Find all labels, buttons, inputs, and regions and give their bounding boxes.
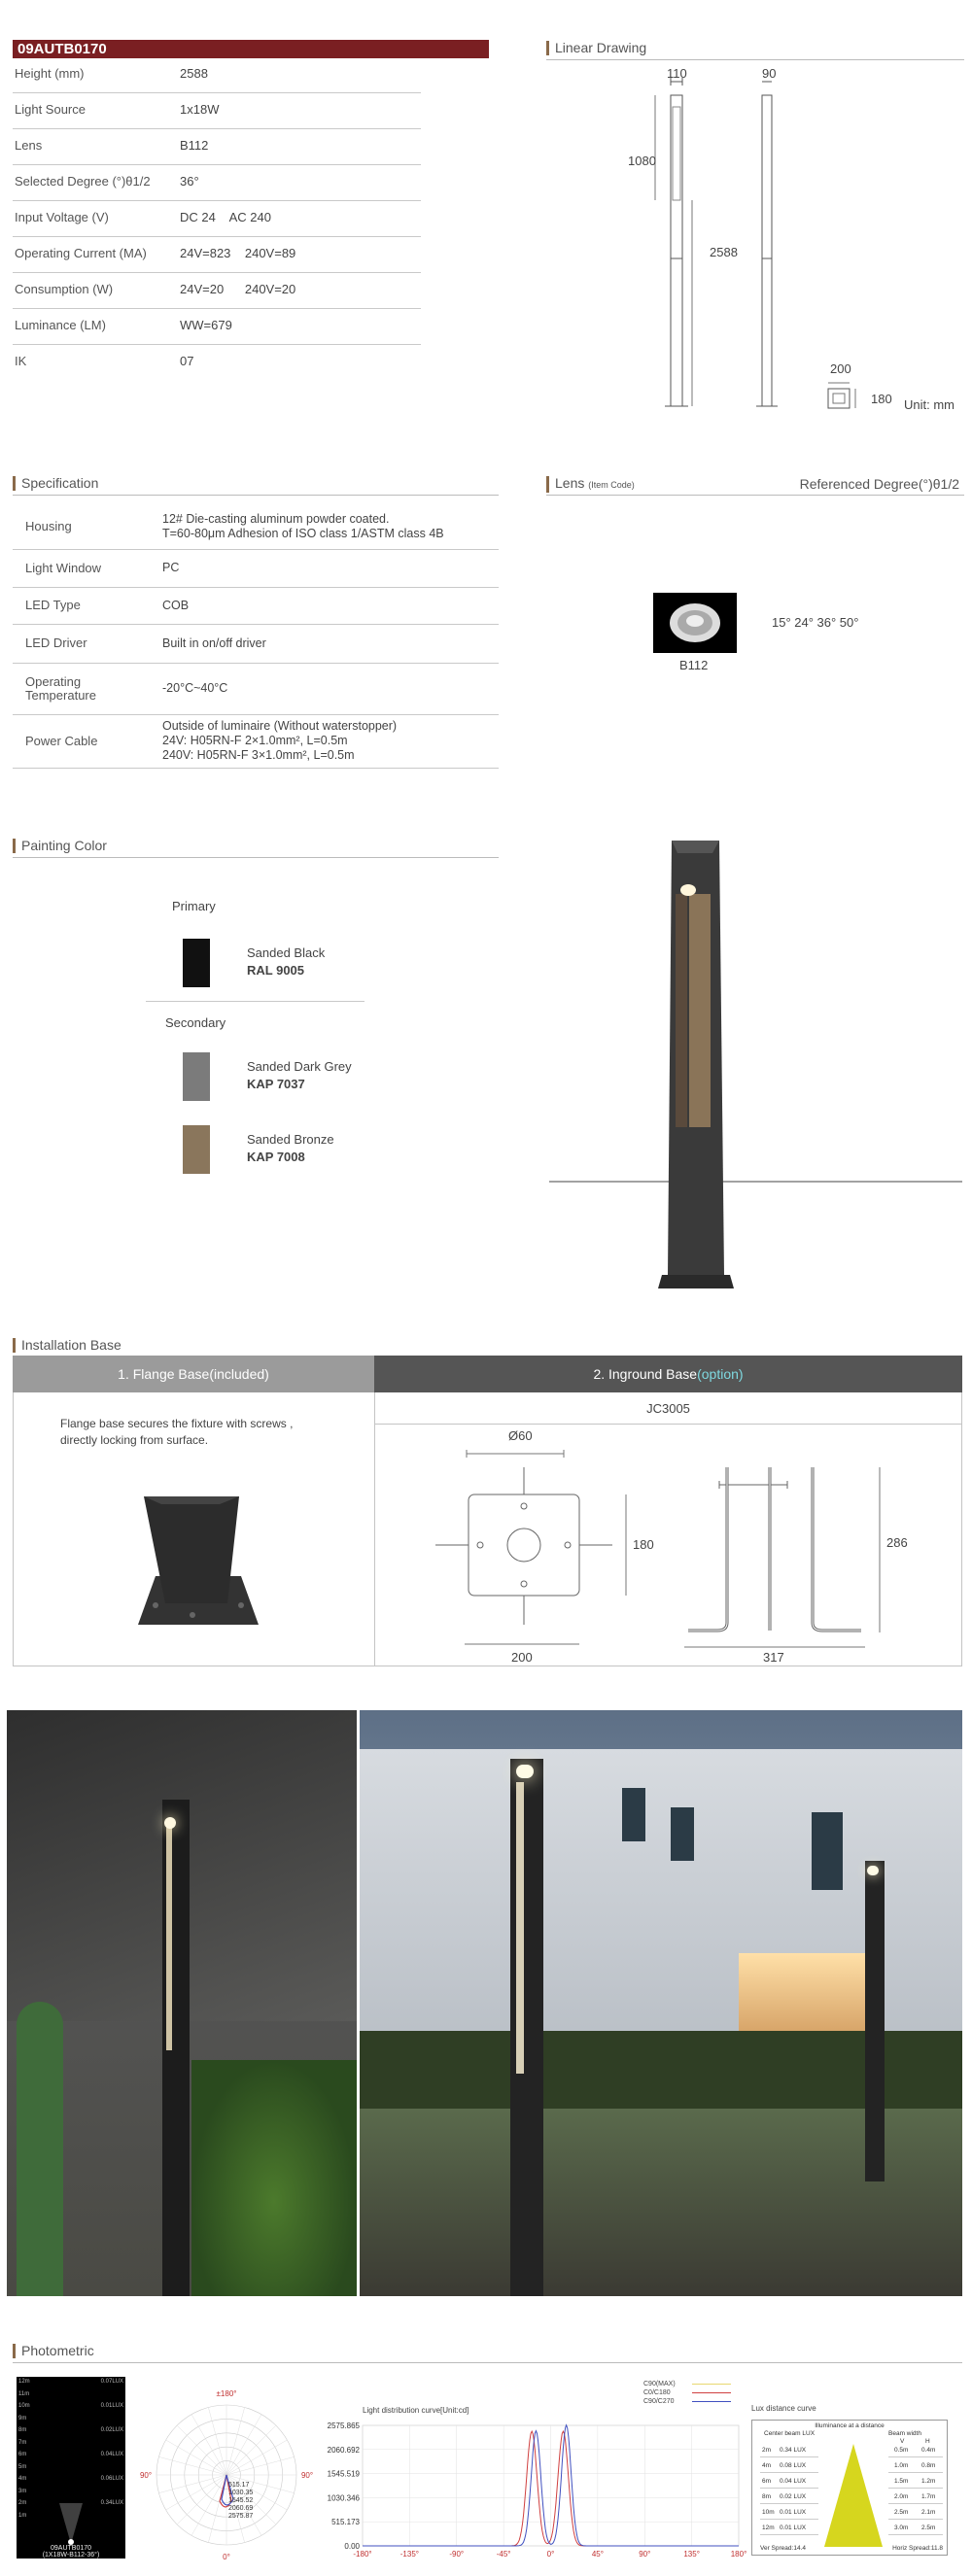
inground-plate-drawing xyxy=(428,1438,642,1652)
model-title: 09AUTB0170 xyxy=(17,41,107,57)
scene-pole-far xyxy=(865,1861,885,2181)
row-divider xyxy=(13,587,499,588)
scene-photo-garden xyxy=(7,1710,357,2296)
legend-item xyxy=(643,2381,731,2387)
row-divider xyxy=(13,164,421,165)
beam-distance-tick: 9m xyxy=(18,2415,27,2421)
row-divider xyxy=(13,272,421,273)
lux-row-divider xyxy=(888,2472,943,2473)
beam-distance-tick: 12m xyxy=(18,2379,30,2385)
spec-value: 1x18W xyxy=(180,102,220,117)
specification-value: 12# Die-casting aluminum powder coated. T=60-80μm Adhesion of ISO class 1/ASTM class 4B xyxy=(162,511,444,540)
inground-anchor-drawing xyxy=(671,1458,914,1652)
color-swatch-bronze xyxy=(183,1125,210,1174)
y-tick-label: 0.00 xyxy=(344,2542,360,2551)
specification-label: LED Driver xyxy=(25,635,87,650)
lux-row-divider xyxy=(760,2534,818,2535)
polar-value-label: 2060.69 xyxy=(228,2505,254,2512)
photometric-title: Photometric xyxy=(13,2344,94,2358)
beam-image-label: 09AUTB0170 (1X18W-B112-36°) xyxy=(42,2545,100,2559)
dim-plate-width: 200 xyxy=(511,1650,533,1665)
dim-head-height: 1080 xyxy=(628,154,656,168)
specification-label: Power Cable xyxy=(25,733,98,748)
spec-value: DC 24 AC 240 xyxy=(180,210,271,224)
beam-distance-tick: 2m xyxy=(18,2500,27,2506)
lux-row-v: 1.0m xyxy=(894,2462,909,2469)
dim-total-height: 2588 xyxy=(710,245,738,259)
curve-title: Light distribution curve[Unit:cd] xyxy=(363,2406,469,2415)
legend-swatch xyxy=(692,2384,731,2385)
beam-lux-tick: 0.07LUX xyxy=(100,2379,123,2385)
inground-code-line xyxy=(374,1424,962,1425)
specification-label: LED Type xyxy=(25,598,81,612)
beam-distance-tick: 11m xyxy=(18,2390,30,2397)
lux-curve-title: Lux distance curve xyxy=(751,2404,816,2413)
installation-divider xyxy=(374,1392,375,1666)
specification-value: PC xyxy=(162,561,180,574)
lens-image xyxy=(653,593,737,653)
divider xyxy=(146,1001,364,1002)
scene-window xyxy=(671,1807,694,1861)
spec-label: Light Source xyxy=(15,102,86,117)
lux-row-divider xyxy=(760,2456,818,2457)
polar-label-left: 90° xyxy=(139,2471,153,2480)
polar-chart xyxy=(139,2389,314,2561)
scene-pole-light xyxy=(166,1827,172,2050)
lux-row-v: 3.0m xyxy=(894,2524,909,2531)
spec-label: Operating Current (MA) xyxy=(15,246,147,260)
tab-inground-option: (option) xyxy=(697,1366,744,1382)
legend-label: C90(MAX) xyxy=(643,2381,676,2387)
x-tick-label: 0° xyxy=(546,2550,555,2559)
beam-distance-tick: 10m xyxy=(18,2403,30,2409)
lens-title xyxy=(546,476,635,493)
beam-lux-tick: 0.01LUX xyxy=(100,2403,123,2409)
spec-value: 24V=20 240V=20 xyxy=(180,282,296,296)
specification-value: -20°C~40°C xyxy=(162,681,228,695)
model-header xyxy=(13,40,489,58)
lux-row-h: 2.1m xyxy=(921,2509,936,2516)
lux-row-distance: 4m xyxy=(762,2462,772,2469)
x-tick-label: -180° xyxy=(353,2550,372,2559)
specification-value: Built in on/off driver xyxy=(162,635,266,650)
lux-table-heading: Illuminance at a distance xyxy=(815,2422,885,2429)
lens-degrees: 15° 24° 36° 50° xyxy=(772,615,859,630)
spec-value: 36° xyxy=(180,174,199,189)
legend-item xyxy=(643,2389,731,2396)
lux-row-distance: 8m xyxy=(762,2493,772,2500)
row-divider xyxy=(13,200,421,201)
row-divider xyxy=(13,768,499,769)
lens-name: B112 xyxy=(679,658,709,672)
lux-row-divider xyxy=(888,2519,943,2520)
lux-row-distance: 12m xyxy=(762,2524,775,2531)
beam-lux-tick: 0.04LUX xyxy=(100,2452,123,2457)
lux-row-h: 1.7m xyxy=(921,2493,936,2500)
tab-inground-label: 2. Inground Base xyxy=(593,1366,698,1382)
color-swatch-dark-grey xyxy=(183,1052,210,1101)
polar-label-top: ±180° xyxy=(216,2389,237,2398)
legend-swatch xyxy=(692,2401,731,2402)
spec-label: Lens xyxy=(15,138,43,153)
dim-front-width: 110 xyxy=(667,66,687,81)
color-name-dark-grey: Sanded Dark Grey xyxy=(247,1059,352,1074)
x-tick-label: 135° xyxy=(683,2550,700,2559)
scene-pole-far-lamp xyxy=(867,1866,879,1875)
lux-row-divider xyxy=(760,2488,818,2489)
beam-distance-tick: 7m xyxy=(18,2439,27,2446)
divider xyxy=(13,495,499,496)
lux-hor-spread: Horiz Spread:11.8 xyxy=(892,2545,943,2552)
scene-photo-building xyxy=(360,1710,962,2296)
legend-item xyxy=(643,2398,731,2405)
divider xyxy=(546,495,964,496)
lux-row-divider xyxy=(888,2534,943,2535)
lux-row-value: 0.01 LUX xyxy=(780,2509,807,2516)
spec-label: Luminance (LM) xyxy=(15,318,106,332)
specification-value: COB xyxy=(162,598,190,612)
x-tick-label: 45° xyxy=(591,2550,604,2559)
spec-label: IK xyxy=(15,354,27,368)
x-tick-label: -45° xyxy=(496,2550,511,2559)
x-tick-label: -135° xyxy=(399,2550,419,2559)
lux-row-v: 0.5m xyxy=(894,2447,909,2454)
color-code-dark-grey: KAP 7037 xyxy=(247,1077,305,1091)
lux-ver-spread: Ver Spread:14.4 xyxy=(760,2545,806,2552)
lux-row-value: 0.04 LUX xyxy=(780,2478,807,2485)
specification-title: Specification xyxy=(13,476,98,491)
color-code-bronze: KAP 7008 xyxy=(247,1150,305,1164)
legend-label: C90/C270 xyxy=(643,2398,675,2405)
specification-label: Housing xyxy=(25,518,72,533)
row-divider xyxy=(13,92,421,93)
beam-lux-tick: 0.06LUX xyxy=(100,2476,123,2482)
lux-row-h: 1.2m xyxy=(921,2478,936,2485)
lux-table-col-h: H xyxy=(925,2438,930,2445)
legend-label: C0/C180 xyxy=(643,2389,671,2396)
product-render xyxy=(549,836,967,1292)
lux-row-v: 2.5m xyxy=(894,2509,909,2516)
divider xyxy=(13,2362,962,2363)
scene-pole-main-light xyxy=(516,1782,524,2074)
row-divider xyxy=(13,236,421,237)
beam-distance-tick: 3m xyxy=(18,2488,27,2494)
spec-label: Consumption (W) xyxy=(15,282,114,296)
dim-plate-height: 180 xyxy=(633,1537,654,1552)
unit-label: Unit: mm xyxy=(904,397,955,412)
secondary-label: Secondary xyxy=(165,1015,226,1030)
specification-value: Outside of luminaire (Without waterstopper) 24V: H05RN-F 2×1.0mm², L=0.5m 240V: H05RN-F 3×1.0mm², L=0.5m xyxy=(162,719,398,762)
lux-row-h: 0.8m xyxy=(921,2462,936,2469)
y-tick-label: 1545.519 xyxy=(327,2469,360,2479)
lux-row-distance: 10m xyxy=(762,2509,775,2516)
row-divider xyxy=(13,308,421,309)
beam-lux-tick: 0.34LUX xyxy=(100,2500,123,2506)
lux-row-v: 2.0m xyxy=(894,2493,909,2500)
polar-value-label: 515.17 xyxy=(228,2482,250,2489)
x-tick-label: 180° xyxy=(730,2550,747,2559)
specification-label: Light Window xyxy=(25,560,102,575)
painting-color-title: Painting Color xyxy=(13,839,107,853)
lens-title-text: Lens xyxy=(555,475,585,491)
lux-row-divider xyxy=(888,2503,943,2504)
spec-value: WW=679 xyxy=(180,318,232,332)
spec-label: Selected Degree (°)θ1/2 xyxy=(15,174,151,189)
beam-distance-tick: 8m xyxy=(18,2427,27,2433)
lux-table-col-lux: Center beam LUX xyxy=(764,2430,816,2437)
spec-label: Height (mm) xyxy=(15,66,85,81)
beam-distance-tick: 1m xyxy=(18,2512,27,2519)
spec-value: 2588 xyxy=(180,66,208,81)
flange-base-render xyxy=(126,1496,262,1632)
specification-label: Operating Temperature xyxy=(25,673,96,703)
lux-row-h: 0.4m xyxy=(921,2447,936,2454)
polar-label-bottom: 0° xyxy=(223,2553,230,2561)
polar-value-label: 1545.52 xyxy=(228,2497,254,2504)
installation-title: Installation Base xyxy=(13,1338,122,1353)
lens-degree-title: Referenced Degree(°)θ1/2 xyxy=(799,476,959,492)
polar-label-right: 90° xyxy=(300,2471,314,2480)
x-tick-label: -90° xyxy=(449,2550,465,2559)
lux-row-v: 1.5m xyxy=(894,2478,909,2485)
primary-label: Primary xyxy=(172,899,216,913)
color-name-black: Sanded Black xyxy=(247,945,326,960)
lux-row-divider xyxy=(760,2503,818,2504)
linear-drawing xyxy=(546,60,964,410)
scene-cactus xyxy=(17,2002,63,2296)
lux-row-divider xyxy=(888,2456,943,2457)
spec-label: Input Voltage (V) xyxy=(15,210,109,224)
lux-row-value: 0.02 LUX xyxy=(780,2493,807,2500)
linear-drawing-title: Linear Drawing xyxy=(546,41,646,55)
lens-icon xyxy=(653,593,737,653)
polar-value-label: 1030.35 xyxy=(228,2490,254,2496)
lux-row-value: 0.01 LUX xyxy=(780,2524,807,2531)
dim-base-depth: 180 xyxy=(871,392,892,406)
y-tick-label: 2060.692 xyxy=(327,2445,360,2455)
spec-value: 07 xyxy=(180,354,194,368)
row-divider xyxy=(13,344,421,345)
divider xyxy=(13,857,499,858)
inground-code: JC3005 xyxy=(646,1401,690,1416)
lux-row-divider xyxy=(760,2519,818,2520)
beam-distance-tick: 4m xyxy=(18,2476,27,2482)
beam-image xyxy=(17,2377,125,2559)
lens-code-note: (Item Code) xyxy=(588,480,635,490)
color-name-bronze: Sanded Bronze xyxy=(247,1132,334,1147)
lux-row-distance: 6m xyxy=(762,2478,772,2485)
dim-side-width: 90 xyxy=(762,66,777,81)
color-code-black: RAL 9005 xyxy=(247,963,305,978)
scene-pole-lamp xyxy=(164,1817,176,1829)
y-tick-label: 515.173 xyxy=(331,2518,360,2527)
scene-window xyxy=(812,1812,843,1890)
tab-flange-base[interactable] xyxy=(13,1356,374,1392)
scene-pole-main-lamp xyxy=(516,1765,534,1778)
dim-base-width: 200 xyxy=(830,361,851,376)
lux-cone xyxy=(824,2444,883,2551)
flange-description: Flange base secures the fixture with screws , directly locking from surface. xyxy=(60,1417,294,1447)
legend-swatch xyxy=(692,2392,731,2393)
lux-table-col-v: V xyxy=(900,2438,905,2445)
beam-cone xyxy=(17,2377,125,2559)
lux-row-value: 0.08 LUX xyxy=(780,2462,807,2469)
y-tick-label: 2575.865 xyxy=(327,2421,360,2430)
tab-inground-base[interactable] xyxy=(374,1356,962,1392)
lux-row-divider xyxy=(760,2472,818,2473)
dim-anchor-width: 317 xyxy=(763,1650,784,1665)
lux-row-distance: 2m xyxy=(762,2447,772,2454)
dim-anchor-height: 286 xyxy=(886,1535,908,1550)
y-tick-label: 1030.346 xyxy=(327,2493,360,2503)
spec-value: 24V=823 240V=89 xyxy=(180,246,296,260)
dim-hole-diameter: Ø60 xyxy=(508,1428,533,1443)
polar-value-label: 2575.87 xyxy=(228,2513,254,2520)
scene-window xyxy=(622,1788,645,1841)
lux-row-h: 2.5m xyxy=(921,2524,936,2531)
scene-plants xyxy=(191,2060,357,2296)
beam-lux-tick: 0.02LUX xyxy=(100,2427,123,2433)
lux-row-value: 0.34 LUX xyxy=(780,2447,807,2454)
lux-distance-table xyxy=(751,2420,948,2556)
color-swatch-black xyxy=(183,939,210,987)
light-distribution-chart xyxy=(316,2418,748,2563)
x-tick-label: 90° xyxy=(639,2550,651,2559)
beam-distance-tick: 5m xyxy=(18,2463,27,2470)
row-divider xyxy=(13,128,421,129)
spec-value: B112 xyxy=(180,138,209,153)
tab-flange-label: 1. Flange Base(included) xyxy=(118,1366,269,1382)
lux-table-col-beam: Beam width xyxy=(888,2430,921,2437)
lux-row-divider xyxy=(888,2488,943,2489)
beam-distance-tick: 6m xyxy=(18,2452,27,2457)
